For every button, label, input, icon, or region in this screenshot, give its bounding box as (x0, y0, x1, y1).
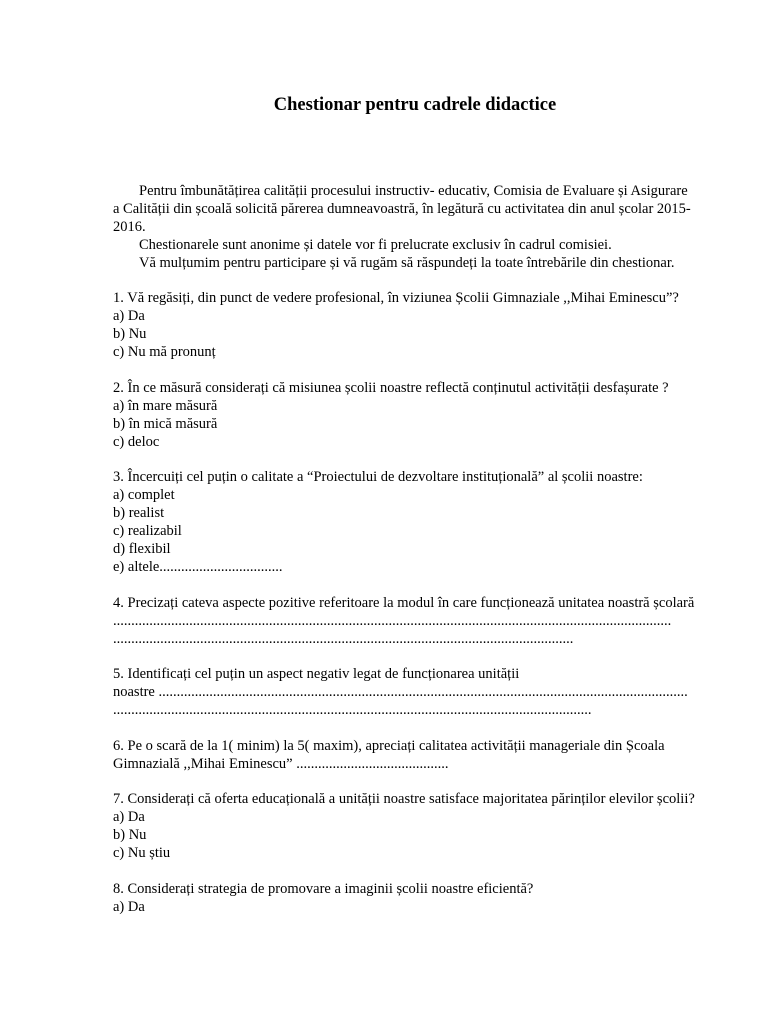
question-4: 4. Precizați cateva aspecte pozitive referitoare la modul în care funcționează unitatea noastră școlară (113, 595, 695, 611)
question-3-option-e: e) altele.................................. (113, 559, 283, 575)
intro-paragraph-3: Vă mulțumim pentru participare și vă rugăm să răspundeți la toate întrebările din chestionar. (139, 255, 675, 271)
question-4-answer-line-2: ............................................................................................................................... (113, 631, 574, 647)
document-title: Chestionar pentru cadrele didactice (273, 95, 557, 115)
question-6-line-1: 6. Pe o scară de la 1( minim) la 5( maxim), apreciați calitatea activității manageriale din Școala (113, 738, 665, 754)
question-1-option-a: a) Da (113, 308, 145, 324)
question-3-option-c: c) realizabil (113, 523, 182, 539)
question-1-option-c: c) Nu mă pronunț (113, 344, 216, 360)
question-3: 3. Încercuiți cel puțin o calitate a “Proiectului de dezvoltare instituțională” al școlii noastre: (113, 469, 643, 485)
intro-paragraph-2: Chestionarele sunt anonime și datele vor fi prelucrate exclusiv în cadrul comisiei. (139, 237, 612, 253)
question-1-option-b: b) Nu (113, 326, 147, 342)
question-8-option-a: a) Da (113, 899, 145, 915)
question-3-option-b: b) realist (113, 505, 165, 521)
question-3-option-d: d) flexibil (113, 541, 171, 557)
question-2-option-b: b) în mică măsură (113, 416, 218, 432)
intro-paragraph-1-line-2: a Calității din școală solicită părerea dumneavoastră, în legătură cu activitatea din anul școlar 2015- (113, 201, 691, 217)
question-6-line-2: Gimnazială ,,Mihai Eminescu” .......................................... (113, 756, 449, 772)
question-3-option-a: a) complet (113, 487, 175, 503)
question-1: 1. Vă regăsiți, din punct de vedere profesional, în viziunea Școlii Gimnaziale ,,Mihai Eminescu”? (113, 290, 679, 306)
question-5: 5. Identificați cel puțin un aspect negativ legat de funcționarea unității (113, 666, 520, 682)
question-7: 7. Considerați că oferta educațională a unității noastre satisface majoritatea părinților elevilor școlii? (113, 791, 695, 807)
question-2: 2. În ce măsură considerați că misiunea școlii noastre reflectă conținutul activității desfașurate ? (113, 380, 669, 396)
question-2-option-c: c) deloc (113, 434, 160, 450)
question-4-answer-line-1: .......................................................................................................................................................... (113, 613, 672, 629)
intro-paragraph-1-line-1: Pentru îmbunătățirea calității procesului instructiv- educativ, Comisia de Evaluare și Asigurare (139, 183, 688, 199)
question-7-option-a: a) Da (113, 809, 145, 825)
question-2-option-a: a) în mare măsură (113, 398, 218, 414)
question-5-answer-line-1: noastre .................................................................................................................................................. (113, 684, 688, 700)
intro-paragraph-1-line-3: 2016. (113, 219, 146, 235)
question-5-answer-line-2: .................................................................................................................................... (113, 702, 592, 718)
question-7-option-c: c) Nu știu (113, 845, 171, 861)
question-7-option-b: b) Nu (113, 827, 147, 843)
question-8: 8. Considerați strategia de promovare a imaginii școlii noastre eficientă? (113, 881, 534, 897)
